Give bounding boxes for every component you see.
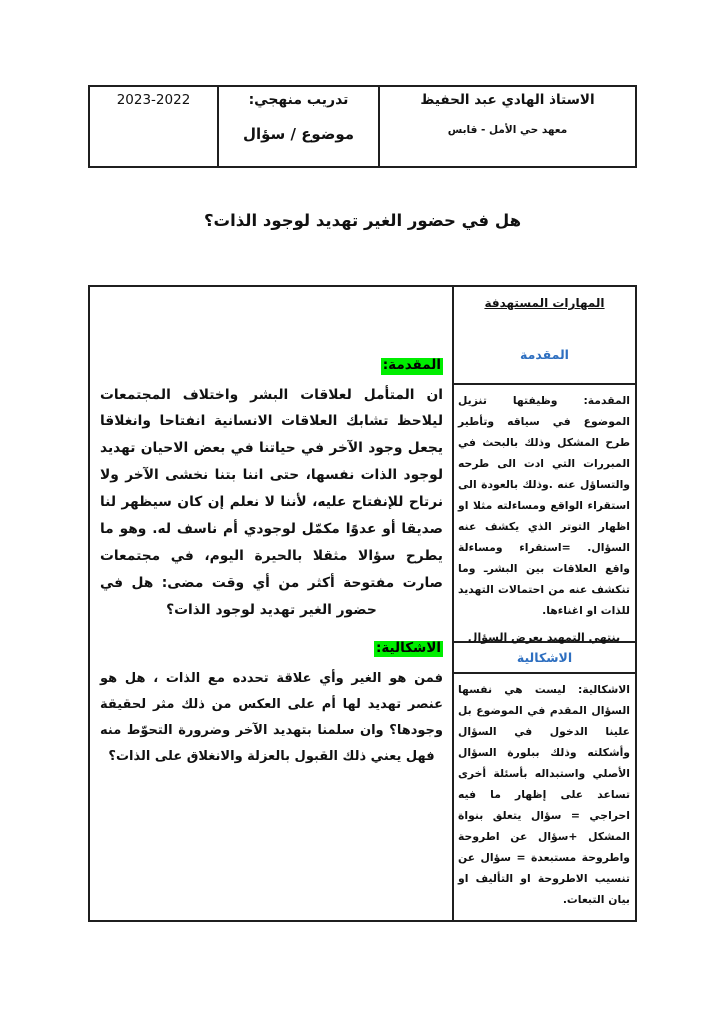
skills-column [452, 287, 635, 920]
skills-problem-label-cell [454, 643, 635, 674]
skills-problem-label: الاشكالية [516, 650, 573, 665]
essay-problem-label-line [100, 639, 443, 658]
year-cell [90, 87, 217, 166]
essay-problem-paragraph: فمن هو الغير وأي علاقة تحدده مع الذات ، هل هو عنصر تهديد لها أم على العكس من ذلك مثر لحقيقة وجودها؟ وان سلمنا بتهديد الآخر وضرورة التحوّط منه فهل يعني ذلك القبول بالعزلة والانغلاق على الذات؟ [100, 671, 443, 765]
page-title: هل في حضور الغير تهديد لوجود الذات؟ [203, 211, 522, 230]
essay-intro-paragraph: ان المتأمل لعلاقات البشر واختلاف المجتمعات ليلاحظ تشابك العلاقات الانسانية انفتاحا وانغلاقا يجعل وجود الآخر في حياتنا في بعض الاحيان تهديد لوجود الذات نفسها، حتى اننا بتنا نخشى الآخر ولا نرتاح للإنفتاح عليه، لأننا لا نعلم إن كان سيظهر لنا صديقا أو عدوًا مكمّل لوجودي أم ناسف له. وهو ما يطرح سؤالا مثقلا بالحيرة اليوم، في مجتمعات صارت مفتوحة أكثر من أي وقت مضى: هل في حضور الغير تهديد لوجود الذات؟ [100, 386, 443, 618]
essay-intro-label-line [100, 356, 443, 375]
main-table [88, 285, 637, 922]
training-subject: موضوع / سؤال [242, 125, 355, 143]
training-cell [217, 87, 378, 166]
school-year: 2023-2022 [116, 92, 191, 108]
header-table [88, 85, 637, 168]
skills-header: المهارات المستهدفة [484, 296, 605, 310]
skills-intro-label: المقدمة [520, 347, 569, 362]
skills-intro-footer: ينتهي التمهيد بعرض السؤال [467, 630, 621, 644]
skills-problem-cell [454, 674, 635, 920]
teacher-cell [378, 87, 635, 166]
institute-name: معهد حي الأمل - قابس [447, 124, 568, 136]
skills-header-cell [454, 287, 635, 385]
skills-intro-cell [454, 385, 635, 643]
skills-problem-text: الاشكالية: ليست هي نفسها السؤال المقدم في الموضوع بل علينا الدخول في السؤال وأشكلته وذلك ببلورة السؤال الأصلي واستبداله بأسئلة أخرى تساعد على إظهار ما فيه احراجي = سؤال يتعلق بنواة المشكل +سؤال عن اطروحة واطروحة مستبعدة = سؤال عن تنسيب الاطروحة او التأليف او بيان التبعات. [458, 683, 630, 907]
skills-intro-text: المقدمة: وظيفتها تنزيل الموضوع في سياقه وتأطير طرح المشكل وذلك بالبحث في المبررات التي ادت الى طرحه والتساؤل عنه .وذلك بالعودة الى استقراء الواقع ومساءلته مثلا او اظهار التوتر الذي يكشف عنه السؤال. =استقراء ومساءلة واقع العلاقات بين البشرـ وما تنكشف عنه من احتمالات التهديد للذات او اغناءها. [458, 394, 630, 618]
teacher-name: الاستاذ الهادي عبد الحفيظ [420, 92, 595, 108]
essay-column [90, 287, 452, 920]
training-type: تدريب منهجي: [248, 92, 349, 108]
essay-intro-label: المقدمة: [382, 357, 441, 373]
essay-problem-label: الاشكالية: [375, 639, 441, 656]
